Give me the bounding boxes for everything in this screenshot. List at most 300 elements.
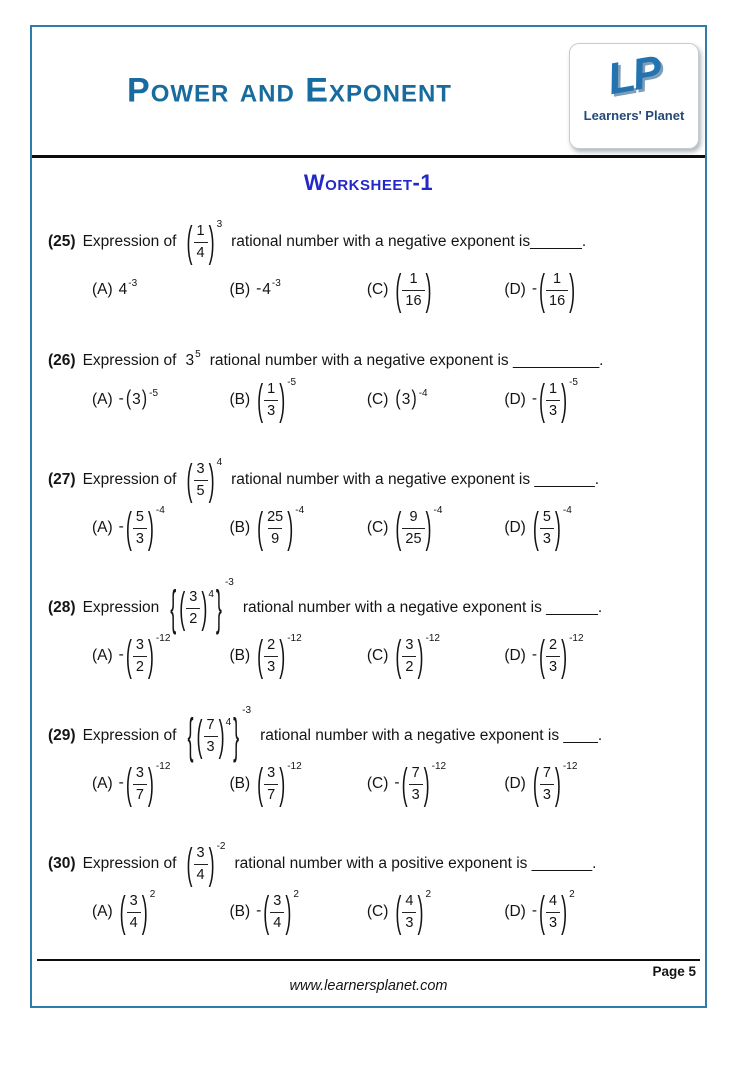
fraction xyxy=(264,382,278,418)
math-expression xyxy=(118,388,159,411)
exponent: -5 xyxy=(287,377,297,388)
brace-open-icon: { xyxy=(187,708,194,764)
paren-close-icon: ) xyxy=(141,388,148,411)
denominator: 7 xyxy=(264,784,278,803)
option xyxy=(92,388,229,411)
denominator: 3 xyxy=(409,784,423,803)
numerator: 1 xyxy=(553,271,562,287)
denominator: 3 xyxy=(264,400,278,419)
numerator: 2 xyxy=(267,637,276,653)
numerator: 3 xyxy=(129,893,138,909)
paren-open-icon: ( xyxy=(257,760,264,808)
question xyxy=(48,840,683,936)
exponent: -12 xyxy=(287,633,302,644)
paren-open-icon: ( xyxy=(257,376,264,424)
option xyxy=(504,632,683,680)
exponent: -4 xyxy=(295,505,305,516)
denominator: 3 xyxy=(546,656,560,675)
numerator: 5 xyxy=(135,509,144,525)
question-number: (30) xyxy=(48,855,76,872)
paren-close-icon: ) xyxy=(561,632,568,680)
numerator: 3 xyxy=(135,765,144,781)
base-number: 4 xyxy=(118,281,128,298)
paren-open-icon: ( xyxy=(539,632,546,680)
outer-exponent: -3 xyxy=(224,577,234,588)
option xyxy=(504,888,683,936)
question-suffix-text: rational number with a negative exponent is______. xyxy=(231,233,587,250)
paren-open-icon: ( xyxy=(257,632,264,680)
numerator: 2 xyxy=(549,637,558,653)
math-expression xyxy=(118,632,171,680)
math-expression xyxy=(531,376,578,424)
fraction xyxy=(186,590,200,626)
option xyxy=(92,888,229,936)
question-stem xyxy=(48,840,683,888)
fraction xyxy=(133,638,147,674)
denominator: 7 xyxy=(133,784,147,803)
math-expression xyxy=(531,888,575,936)
math-expression xyxy=(394,266,432,314)
option xyxy=(504,376,683,424)
denominator: 3 xyxy=(540,528,554,547)
question-prefix-text: Expression of xyxy=(82,855,177,872)
question-prefix-text: Expression of xyxy=(82,727,177,744)
paren-close-icon: ) xyxy=(141,888,148,936)
exponent: 2 xyxy=(425,889,432,900)
question-stem xyxy=(48,218,683,266)
math-expression xyxy=(394,760,447,808)
numerator: 7 xyxy=(411,765,420,781)
paren-open-icon: ( xyxy=(125,504,132,552)
option xyxy=(504,266,683,314)
fraction xyxy=(133,510,147,546)
paren-close-icon: ) xyxy=(285,888,292,936)
header xyxy=(32,27,705,155)
exponent: -5 xyxy=(569,377,578,388)
option-label: (D) xyxy=(504,391,526,408)
option xyxy=(366,388,504,411)
option-label: (C) xyxy=(366,391,389,408)
numerator: 25 xyxy=(267,509,284,525)
numerator: 3 xyxy=(196,845,205,861)
paren-close-icon: ) xyxy=(417,632,424,680)
denominator: 9 xyxy=(268,528,282,547)
paren-open-icon: ( xyxy=(539,266,546,314)
minus-sign: - xyxy=(531,280,538,297)
paren-open-icon: ( xyxy=(401,760,408,808)
numerator: 9 xyxy=(409,509,418,525)
math-expression xyxy=(531,632,584,680)
question-suffix-text: rational number with a negative exponent is ______. xyxy=(242,599,603,616)
minus-sign: - xyxy=(118,774,124,791)
paren-open-icon: ( xyxy=(125,388,132,411)
logo-name: Learners' Planet xyxy=(583,108,685,124)
denominator: 3 xyxy=(402,912,416,931)
option-label: (C) xyxy=(366,775,389,792)
option xyxy=(504,504,683,552)
minus-sign: - xyxy=(394,774,400,791)
option-label: (B) xyxy=(229,647,251,664)
paren-open-icon: ( xyxy=(179,584,186,632)
paren-close-icon: ) xyxy=(208,218,215,266)
math-expression xyxy=(394,888,432,936)
fraction xyxy=(264,766,278,802)
brace-close-icon: } xyxy=(215,580,222,636)
denominator: 5 xyxy=(194,480,208,499)
brace-open-icon: { xyxy=(170,580,177,636)
exponent: 5 xyxy=(195,349,201,360)
fraction xyxy=(409,766,423,802)
denominator: 3 xyxy=(264,656,278,675)
math-expression xyxy=(256,888,299,936)
numerator: 3 xyxy=(273,893,282,909)
numerator: 1 xyxy=(196,223,205,239)
paren-open-icon: ( xyxy=(395,888,402,936)
math-expression xyxy=(256,278,281,299)
exponent: -12 xyxy=(287,761,302,772)
fraction xyxy=(264,510,286,546)
numerator: 3 xyxy=(267,765,276,781)
denominator: 16 xyxy=(546,290,568,309)
option xyxy=(92,632,229,680)
option xyxy=(92,760,229,808)
exponent: -12 xyxy=(562,761,578,772)
paren-open-icon: ( xyxy=(395,388,401,411)
paren-close-icon: ) xyxy=(411,388,417,411)
fraction xyxy=(194,846,208,882)
question-stem xyxy=(48,456,683,504)
exponent: -12 xyxy=(155,633,171,644)
paren-close-icon: ) xyxy=(554,504,561,552)
question-prefix-text: Expression xyxy=(82,599,160,616)
paren-open-icon: ( xyxy=(119,888,126,936)
math-expression xyxy=(186,218,223,266)
math-expression xyxy=(256,504,305,552)
option xyxy=(504,760,683,808)
denominator: 2 xyxy=(186,608,200,627)
option xyxy=(229,760,366,808)
exponent: -5 xyxy=(149,388,159,399)
paren-open-icon: ( xyxy=(257,504,264,552)
fraction xyxy=(133,766,147,802)
paren-open-icon: ( xyxy=(263,888,270,936)
exponent: -12 xyxy=(425,633,440,644)
option-label: (D) xyxy=(504,775,526,792)
option-label: (B) xyxy=(229,519,251,536)
question-number: (26) xyxy=(48,352,76,369)
option-label: (C) xyxy=(366,519,389,536)
fraction xyxy=(264,638,278,674)
denominator: 2 xyxy=(402,656,416,675)
paren-close-icon: ) xyxy=(554,760,561,808)
denominator: 4 xyxy=(194,864,208,883)
exponent: 3 xyxy=(216,219,223,230)
paren-close-icon: ) xyxy=(208,456,215,504)
numerator: 1 xyxy=(267,381,276,397)
exponent: -4 xyxy=(433,505,443,516)
denominator: 4 xyxy=(127,912,141,931)
paren-close-icon: ) xyxy=(279,632,286,680)
paren-open-icon: ( xyxy=(539,888,546,936)
numerator: 7 xyxy=(206,717,215,733)
paren-open-icon: ( xyxy=(125,632,132,680)
exponent: 2 xyxy=(293,889,299,900)
option xyxy=(366,632,504,680)
paren-open-icon: ( xyxy=(395,504,402,552)
option xyxy=(92,278,229,299)
options-row xyxy=(48,760,683,808)
numerator: 3 xyxy=(135,637,144,653)
worksheet-page xyxy=(30,25,707,1008)
question-prefix-text: Expression of xyxy=(82,471,177,488)
minus-sign: - xyxy=(118,646,124,663)
exponent: 4 xyxy=(216,457,223,468)
page-number: Page 5 xyxy=(652,964,696,979)
math-expression xyxy=(256,632,302,680)
paren-close-icon: ) xyxy=(425,266,432,314)
math-expression xyxy=(532,504,572,552)
paren-close-icon: ) xyxy=(561,376,568,424)
denominator: 3 xyxy=(133,528,147,547)
math-expression xyxy=(394,388,428,411)
option xyxy=(366,760,504,808)
question-prefix-text: Expression of xyxy=(82,233,177,250)
fraction xyxy=(402,894,416,930)
page-title: Power and Exponent xyxy=(127,71,452,110)
minus-sign: - xyxy=(118,518,124,535)
option-label: (A) xyxy=(92,281,113,298)
numerator: 7 xyxy=(542,765,551,781)
option-label: (A) xyxy=(92,775,113,792)
paren-open-icon: ( xyxy=(186,840,193,888)
fraction xyxy=(546,382,560,418)
option-label: (B) xyxy=(229,903,251,920)
option xyxy=(229,376,366,424)
option-label: (A) xyxy=(92,647,113,664)
questions-list xyxy=(32,196,705,959)
paren-open-icon: ( xyxy=(125,760,132,808)
exponent: -4 xyxy=(418,388,428,399)
option-label: (A) xyxy=(92,391,113,408)
option xyxy=(366,504,504,552)
math-expression xyxy=(256,376,297,424)
exponent: -2 xyxy=(216,841,226,852)
option xyxy=(229,632,366,680)
fraction xyxy=(546,638,560,674)
math-expression xyxy=(118,760,171,808)
fraction xyxy=(546,894,560,930)
minus-sign: - xyxy=(531,902,538,919)
exponent: -12 xyxy=(569,633,584,644)
exponent: 2 xyxy=(149,889,156,900)
numerator: 1 xyxy=(549,381,558,397)
paren-open-icon: ( xyxy=(532,504,539,552)
paren-open-icon: ( xyxy=(395,632,402,680)
denominator: 4 xyxy=(270,912,284,931)
option-label: (D) xyxy=(504,647,526,664)
footer xyxy=(32,959,705,1007)
question-number: (27) xyxy=(48,471,76,488)
question-suffix-text: rational number with a negative exponent is _______. xyxy=(231,471,600,488)
paren-close-icon: ) xyxy=(287,504,294,552)
math-expression xyxy=(186,840,226,888)
fraction xyxy=(204,718,218,754)
numerator: 4 xyxy=(549,893,558,909)
paren-open-icon: ( xyxy=(186,218,193,266)
numerator: 3 xyxy=(196,461,205,477)
option-label: (A) xyxy=(92,903,113,920)
denominator: 4 xyxy=(194,242,208,261)
numerator: 1 xyxy=(409,271,418,287)
numerator: 3 xyxy=(405,637,414,653)
paren-close-icon: ) xyxy=(147,632,154,680)
exponent: -4 xyxy=(155,505,165,516)
minus-sign: - xyxy=(256,280,262,297)
paren-close-icon: ) xyxy=(279,376,286,424)
inner-exponent: 4 xyxy=(208,589,214,600)
math-expression xyxy=(118,278,138,299)
inner-exponent: 4 xyxy=(225,717,232,728)
base-number: 3 xyxy=(401,391,411,408)
exponent: -4 xyxy=(562,505,572,516)
paren-close-icon: ) xyxy=(425,504,432,552)
denominator: 25 xyxy=(402,528,424,547)
options-row xyxy=(48,266,683,314)
paren-close-icon: ) xyxy=(208,840,215,888)
option xyxy=(92,504,229,552)
exponent: -12 xyxy=(155,761,171,772)
minus-sign: - xyxy=(118,390,124,407)
denominator: 3 xyxy=(204,736,218,755)
learners-planet-logo xyxy=(569,43,699,149)
exponent: -3 xyxy=(128,278,138,289)
options-row xyxy=(48,504,683,552)
options-row xyxy=(48,376,683,424)
question xyxy=(48,349,683,424)
option-label: (B) xyxy=(229,281,251,298)
math-expression xyxy=(394,504,443,552)
question-suffix-text: rational number with a positive exponent is _______. xyxy=(234,855,597,872)
fraction xyxy=(270,894,284,930)
option xyxy=(229,278,366,299)
option xyxy=(366,266,504,314)
fraction xyxy=(194,224,208,260)
minus-sign: - xyxy=(531,390,538,407)
denominator: 16 xyxy=(402,290,424,309)
fraction xyxy=(194,462,208,498)
math-expression xyxy=(185,349,201,370)
denominator: 3 xyxy=(540,784,554,803)
exponent: 2 xyxy=(569,889,575,900)
minus-sign: - xyxy=(256,902,262,919)
option xyxy=(229,888,366,936)
paren-close-icon: ) xyxy=(147,760,154,808)
math-expression xyxy=(186,705,252,764)
option-label: (C) xyxy=(366,903,389,920)
math-expression xyxy=(186,456,223,504)
question-number: (28) xyxy=(48,599,76,616)
option-label: (C) xyxy=(366,647,389,664)
paren-close-icon: ) xyxy=(417,888,424,936)
header-divider xyxy=(32,155,705,158)
fraction xyxy=(402,638,416,674)
paren-open-icon: ( xyxy=(532,760,539,808)
paren-close-icon: ) xyxy=(569,266,576,314)
question-number: (29) xyxy=(48,727,76,744)
question xyxy=(48,577,683,680)
question xyxy=(48,705,683,808)
paren-close-icon: ) xyxy=(423,760,430,808)
option-label: (B) xyxy=(229,391,251,408)
paren-close-icon: ) xyxy=(201,584,208,632)
question xyxy=(48,218,683,314)
options-row xyxy=(48,888,683,936)
math-expression xyxy=(119,888,156,936)
option-label: (D) xyxy=(504,903,526,920)
question-prefix-text: Expression of xyxy=(82,352,177,369)
paren-close-icon: ) xyxy=(218,712,225,760)
option xyxy=(229,504,366,552)
denominator: 3 xyxy=(546,912,560,931)
question xyxy=(48,456,683,552)
base-number: 3 xyxy=(132,391,141,408)
exponent: -12 xyxy=(431,761,447,772)
numerator: 5 xyxy=(542,509,551,525)
option-label: (C) xyxy=(366,281,389,298)
numerator: 4 xyxy=(405,893,414,909)
fraction xyxy=(127,894,141,930)
fraction xyxy=(540,766,554,802)
fraction xyxy=(402,510,424,546)
exponent: -3 xyxy=(271,278,281,289)
lp-monogram-icon: LP xyxy=(603,46,664,105)
question-stem xyxy=(48,705,683,764)
math-expression xyxy=(532,760,578,808)
fraction xyxy=(546,272,568,308)
minus-sign: - xyxy=(531,646,538,663)
fraction xyxy=(402,272,424,308)
option-label: (D) xyxy=(504,519,526,536)
question-stem xyxy=(48,577,683,636)
option xyxy=(366,888,504,936)
math-expression xyxy=(168,577,234,636)
question-suffix-text: rational number with a negative exponent is __________. xyxy=(209,352,604,369)
math-expression xyxy=(394,632,440,680)
brace-close-icon: } xyxy=(233,708,240,764)
paren-open-icon: ( xyxy=(186,456,193,504)
base-number: 4 xyxy=(262,281,271,298)
numerator: 3 xyxy=(189,589,198,605)
option-label: (B) xyxy=(229,775,251,792)
paren-close-icon: ) xyxy=(561,888,568,936)
options-row xyxy=(48,632,683,680)
website-url: www.learnersplanet.com xyxy=(289,978,448,994)
denominator: 2 xyxy=(133,656,147,675)
option-label: (A) xyxy=(92,519,113,536)
paren-open-icon: ( xyxy=(539,376,546,424)
worksheet-title: Worksheet-1 xyxy=(303,170,434,195)
base-number: 3 xyxy=(185,352,195,369)
paren-close-icon: ) xyxy=(147,504,154,552)
question-stem xyxy=(48,349,683,370)
denominator: 3 xyxy=(546,400,560,419)
paren-open-icon: ( xyxy=(196,712,203,760)
paren-close-icon: ) xyxy=(279,760,286,808)
math-expression xyxy=(118,504,165,552)
paren-open-icon: ( xyxy=(395,266,402,314)
outer-exponent: -3 xyxy=(242,705,252,716)
math-expression xyxy=(256,760,302,808)
